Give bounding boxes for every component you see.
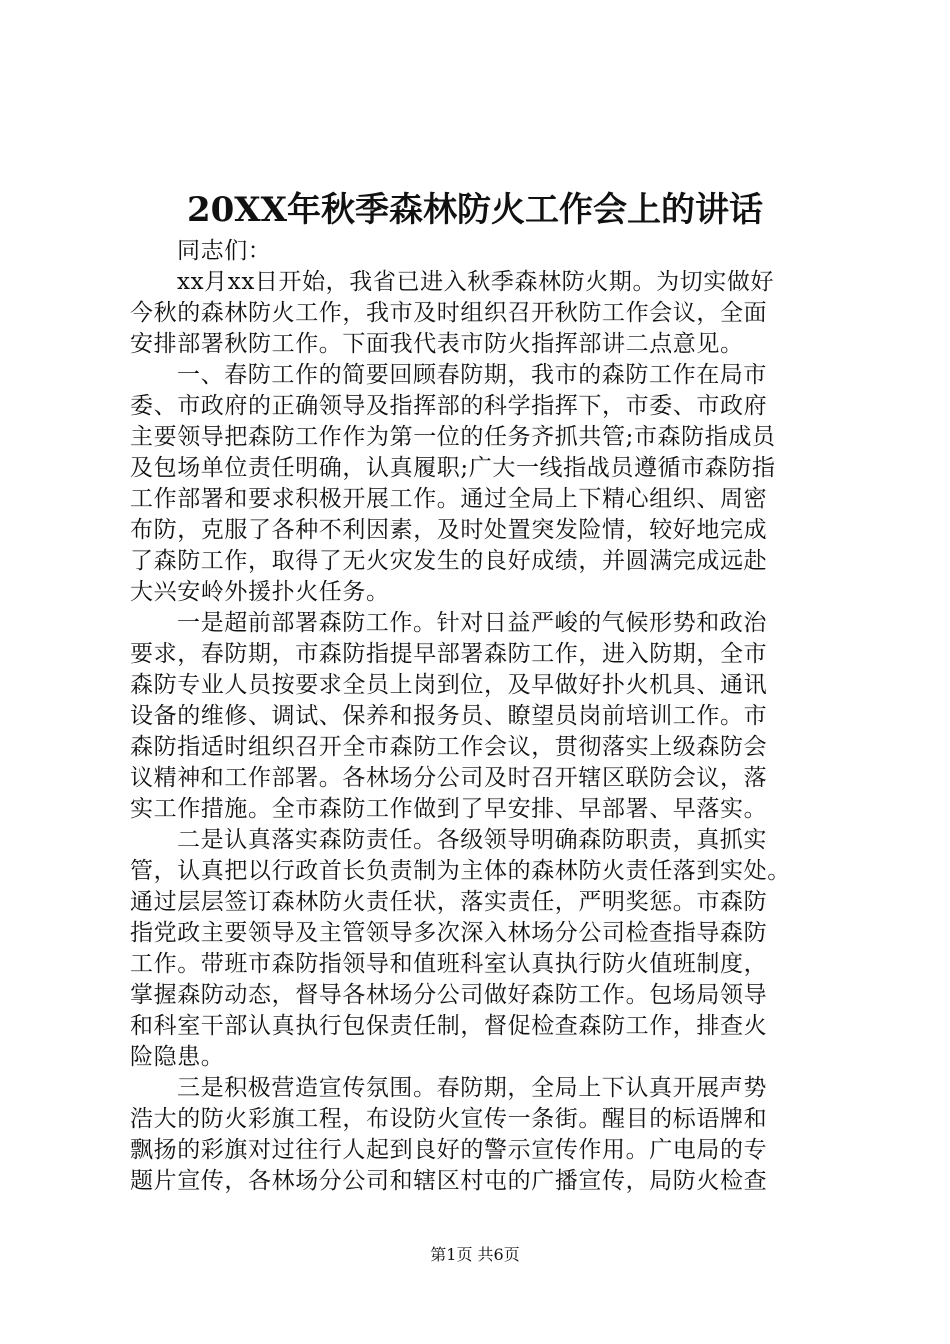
text-line: 主要领导把森防工作作为第一位的任务齐抓共管;市森防指成员 [130, 424, 776, 450]
text-line: 森防指适时组织召开全市森防工作会议，贯彻落实上级森防会 [130, 734, 768, 760]
text-line: 实工作措施。全市森防工作做到了早安排、早部署、早落实。 [130, 796, 768, 822]
document-title: 20XX年秋季森林防火工作会上的讲话 [186, 190, 764, 230]
text-line: 及包场单位责任明确，认真履职;广大一线指战员遵循市森防指 [130, 455, 776, 481]
text-line: 题片宣传，各林场分公司和辖区村屯的广播宣传，局防火检查 [130, 1168, 768, 1194]
text-line: 要求，春防期，市森防指提早部署森防工作，进入防期，全市 [130, 641, 768, 667]
text-line: 三是积极营造宣传氛围。春防期，全局上下认真开展声势 [177, 1075, 767, 1101]
text-line: 二是认真落实森防责任。各级领导明确森防职责，真抓实 [177, 827, 767, 853]
text-line: 飘扬的彩旗对过往行人起到良好的警示宣传作用。广电局的专 [130, 1137, 768, 1163]
text-line: xx月xx日开始，我省已进入秋季森林防火期。为切实做好 [177, 269, 775, 295]
text-line: 一是超前部署森防工作。针对日益严峻的气候形势和政治 [177, 610, 767, 636]
text-line: 管，认真把以行政首长负责制为主体的森林防火责任落到实处。 [130, 858, 791, 884]
text-line: 今秋的森林防火工作，我市及时组织召开秋防工作会议，全面 [130, 300, 768, 326]
text-line: 掌握森防动态，督导各林场分公司做好森防工作。包场局领导 [130, 982, 768, 1008]
text-line: 和科室干部认真执行包保责任制，督促检查森防工作，排查火 [130, 1013, 768, 1039]
text-line: 工作部署和要求积极开展工作。通过全局上下精心组织、周密 [130, 486, 768, 512]
page-footer: 第1页 共6页 [430, 1245, 520, 1264]
text-line: 险隐患。 [130, 1044, 225, 1070]
text-line: 大兴安岭外援扑火任务。 [130, 579, 390, 605]
text-line: 一、春防工作的简要回顾春防期，我市的森防工作在局市 [177, 362, 767, 388]
document-body [130, 236, 830, 1197]
text-line: 了森防工作，取得了无火灾发生的良好成绩，并圆满完成远赴 [130, 548, 768, 574]
text-line: 浩大的防火彩旗工程，布设防火宣传一条街。醒目的标语牌和 [130, 1106, 768, 1132]
text-line: 森防专业人员按要求全员上岗到位，及早做好扑火机具、通讯 [130, 672, 768, 698]
text-line: 委、市政府的正确领导及指挥部的科学指挥下，市委、市政府 [130, 393, 768, 419]
text-line: 议精神和工作部署。各林场分公司及时召开辖区联防会议，落 [130, 765, 768, 791]
text-line: 同志们： [177, 238, 272, 264]
text-line: 指党政主要领导及主管领导多次深入林场分公司检查指导森防 [130, 920, 768, 946]
text-line: 布防，克服了各种不利因素，及时处置突发险情，较好地完成 [130, 517, 768, 543]
text-line: 工作。带班市森防指领导和值班科室认真执行防火值班制度， [130, 951, 768, 977]
text-line: 通过层层签订森林防火责任状，落实责任，严明奖惩。市森防 [130, 889, 768, 915]
text-line: 安排部署秋防工作。下面我代表市防火指挥部讲二点意见。 [130, 331, 744, 357]
text-line: 设备的维修、调试、保养和报务员、瞭望员岗前培训工作。市 [130, 703, 768, 729]
